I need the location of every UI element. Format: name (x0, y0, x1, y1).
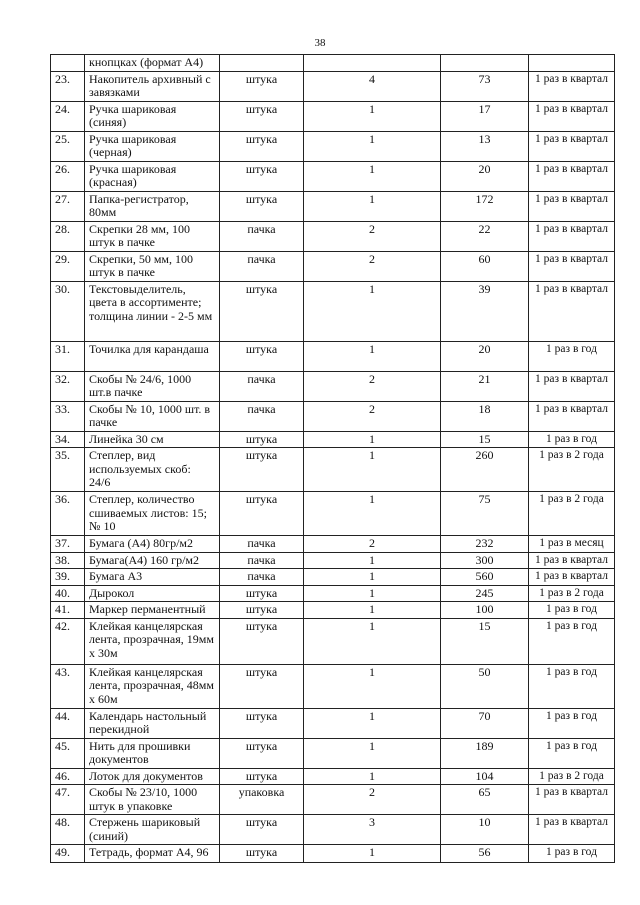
cell-frequency: 1 раз в квартал (529, 251, 615, 281)
cell-frequency: 1 раз в квартал (529, 552, 615, 569)
cell-frequency: 1 раз в квартал (529, 815, 615, 845)
table-row (51, 371, 615, 401)
cell-name: Ручка шариковая (красная) (85, 161, 220, 191)
cell-name: Скобы № 24/6, 1000 шт.в пачке (85, 371, 220, 401)
cell-unit: штука (220, 281, 304, 341)
cell-name: Накопитель архивный с завязками (85, 71, 220, 101)
cell-frequency: 1 раз в квартал (529, 785, 615, 815)
cell-name: Скобы № 23/10, 1000 штук в упаковке (85, 785, 220, 815)
cell-price (441, 55, 529, 72)
cell-price: 22 (441, 221, 529, 251)
cell-unit: пачка (220, 536, 304, 553)
cell-name: Маркер перманентный (85, 602, 220, 619)
cell-frequency: 1 раз в год (529, 708, 615, 738)
cell-number: 38. (51, 552, 85, 569)
table-row (51, 845, 615, 863)
cell-quantity: 1 (304, 492, 441, 536)
cell-number: 37. (51, 536, 85, 553)
table-row (51, 708, 615, 738)
cell-quantity: 1 (304, 281, 441, 341)
cell-quantity: 1 (304, 602, 441, 619)
cell-quantity: 1 (304, 768, 441, 785)
table-row (51, 664, 615, 708)
table-row (51, 431, 615, 448)
cell-unit: штука (220, 101, 304, 131)
cell-quantity: 1 (304, 191, 441, 221)
cell-quantity: 4 (304, 71, 441, 101)
cell-price: 189 (441, 738, 529, 768)
cell-price: 10 (441, 815, 529, 845)
table-row (51, 768, 615, 785)
cell-frequency: 1 раз в 2 года (529, 585, 615, 602)
cell-price: 21 (441, 371, 529, 401)
cell-number: 42. (51, 618, 85, 664)
cell-frequency (529, 55, 615, 72)
table-row (51, 448, 615, 492)
cell-unit: штука (220, 431, 304, 448)
cell-frequency: 1 раз в год (529, 618, 615, 664)
table-row (51, 738, 615, 768)
cell-price: 172 (441, 191, 529, 221)
cell-quantity (304, 55, 441, 72)
cell-price: 232 (441, 536, 529, 553)
cell-frequency: 1 раз в год (529, 664, 615, 708)
cell-quantity: 2 (304, 221, 441, 251)
cell-name: Лоток для документов (85, 768, 220, 785)
cell-price: 73 (441, 71, 529, 101)
cell-number: 33. (51, 401, 85, 431)
cell-unit: штука (220, 708, 304, 738)
cell-unit: штука (220, 131, 304, 161)
cell-frequency: 1 раз в квартал (529, 101, 615, 131)
cell-name: Тетрадь, формат А4, 96 (85, 845, 220, 863)
table-row (51, 191, 615, 221)
cell-price: 60 (441, 251, 529, 281)
cell-number: 30. (51, 281, 85, 341)
cell-number: 40. (51, 585, 85, 602)
cell-unit: штука (220, 492, 304, 536)
cell-number: 39. (51, 569, 85, 586)
table-row (51, 71, 615, 101)
cell-price: 20 (441, 341, 529, 371)
table-row (51, 341, 615, 371)
cell-number: 24. (51, 101, 85, 131)
table-row (51, 602, 615, 619)
cell-quantity: 2 (304, 251, 441, 281)
cell-frequency: 1 раз в 2 года (529, 768, 615, 785)
cell-unit: пачка (220, 401, 304, 431)
cell-quantity: 1 (304, 585, 441, 602)
cell-quantity: 2 (304, 371, 441, 401)
cell-unit: штука (220, 71, 304, 101)
cell-quantity: 1 (304, 552, 441, 569)
cell-number (51, 55, 85, 72)
table-body (51, 55, 615, 863)
cell-name: Точилка для карандаша (85, 341, 220, 371)
cell-unit (220, 55, 304, 72)
cell-number: 35. (51, 448, 85, 492)
cell-name: Календарь настольный перекидной (85, 708, 220, 738)
cell-quantity: 1 (304, 738, 441, 768)
cell-price: 18 (441, 401, 529, 431)
cell-unit: штука (220, 845, 304, 863)
cell-unit: пачка (220, 569, 304, 586)
cell-frequency: 1 раз в квартал (529, 281, 615, 341)
cell-quantity: 2 (304, 785, 441, 815)
table-row (51, 585, 615, 602)
table-row (51, 618, 615, 664)
cell-name: Клейкая канцелярская лента, прозрачная, 48мм х 60м (85, 664, 220, 708)
cell-unit: штука (220, 161, 304, 191)
cell-price: 13 (441, 131, 529, 161)
cell-frequency: 1 раз в квартал (529, 131, 615, 161)
table-row (51, 569, 615, 586)
table-row (51, 221, 615, 251)
table-row (51, 552, 615, 569)
cell-unit: штука (220, 815, 304, 845)
cell-quantity: 1 (304, 569, 441, 586)
cell-unit: штука (220, 738, 304, 768)
cell-number: 47. (51, 785, 85, 815)
cell-number: 31. (51, 341, 85, 371)
cell-quantity: 2 (304, 536, 441, 553)
cell-price: 50 (441, 664, 529, 708)
cell-unit: штука (220, 585, 304, 602)
cell-frequency: 1 раз в год (529, 341, 615, 371)
cell-quantity: 1 (304, 341, 441, 371)
cell-unit: штука (220, 602, 304, 619)
cell-quantity: 1 (304, 431, 441, 448)
cell-price: 300 (441, 552, 529, 569)
cell-frequency: 1 раз в 2 года (529, 492, 615, 536)
cell-frequency: 1 раз в год (529, 738, 615, 768)
cell-quantity: 1 (304, 708, 441, 738)
cell-unit: пачка (220, 251, 304, 281)
cell-frequency: 1 раз в квартал (529, 161, 615, 191)
cell-name: Бумага (А4) 80гр/м2 (85, 536, 220, 553)
cell-frequency: 1 раз в месяц (529, 536, 615, 553)
cell-price: 70 (441, 708, 529, 738)
cell-frequency: 1 раз в квартал (529, 191, 615, 221)
cell-frequency: 1 раз в квартал (529, 371, 615, 401)
cell-unit: штука (220, 768, 304, 785)
cell-quantity: 1 (304, 131, 441, 161)
cell-price: 75 (441, 492, 529, 536)
cell-name: Скрепки 28 мм, 100 штук в пачке (85, 221, 220, 251)
cell-frequency: 1 раз в год (529, 431, 615, 448)
cell-number: 28. (51, 221, 85, 251)
cell-name: Ручка шариковая (синяя) (85, 101, 220, 131)
cell-name: Папка-регистратор, 80мм (85, 191, 220, 221)
cell-number: 32. (51, 371, 85, 401)
cell-price: 560 (441, 569, 529, 586)
cell-price: 20 (441, 161, 529, 191)
table-row (51, 281, 615, 341)
table-row (51, 251, 615, 281)
cell-quantity: 1 (304, 161, 441, 191)
cell-frequency: 1 раз в квартал (529, 401, 615, 431)
cell-number: 36. (51, 492, 85, 536)
cell-frequency: 1 раз в квартал (529, 569, 615, 586)
cell-frequency: 1 раз в 2 года (529, 448, 615, 492)
cell-frequency: 1 раз в год (529, 602, 615, 619)
cell-unit: штука (220, 341, 304, 371)
cell-quantity: 1 (304, 448, 441, 492)
cell-price: 104 (441, 768, 529, 785)
cell-name: Текстовыделитель, цвета в ассортименте; толщина линии - 2-5 мм (85, 281, 220, 341)
cell-name: Степлер, количество сшиваемых листов: 15; № 10 (85, 492, 220, 536)
cell-name: Стержень шариковый (синий) (85, 815, 220, 845)
cell-name: Степлер, вид используемых скоб: 24/6 (85, 448, 220, 492)
table-row (51, 101, 615, 131)
cell-unit: упаковка (220, 785, 304, 815)
cell-price: 15 (441, 431, 529, 448)
cell-unit: пачка (220, 371, 304, 401)
cell-unit: штука (220, 448, 304, 492)
cell-name: Ручка шариковая (черная) (85, 131, 220, 161)
table-row (51, 492, 615, 536)
cell-frequency: 1 раз в квартал (529, 221, 615, 251)
cell-quantity: 1 (304, 845, 441, 863)
cell-frequency: 1 раз в квартал (529, 71, 615, 101)
cell-name: Клейкая канцелярская лента, прозрачная, 19мм х 30м (85, 618, 220, 664)
cell-unit: пачка (220, 221, 304, 251)
cell-name: Скрепки, 50 мм, 100 штук в пачке (85, 251, 220, 281)
cell-unit: пачка (220, 552, 304, 569)
cell-price: 100 (441, 602, 529, 619)
continuation-row (51, 55, 615, 72)
cell-quantity: 1 (304, 618, 441, 664)
cell-name: Бумага(А4) 160 гр/м2 (85, 552, 220, 569)
cell-quantity: 1 (304, 664, 441, 708)
cell-number: 23. (51, 71, 85, 101)
cell-name: Дырокол (85, 585, 220, 602)
table-row (51, 815, 615, 845)
cell-number: 26. (51, 161, 85, 191)
cell-name: Линейка 30 см (85, 431, 220, 448)
cell-number: 45. (51, 738, 85, 768)
table-row (51, 785, 615, 815)
cell-unit: штука (220, 618, 304, 664)
cell-number: 49. (51, 845, 85, 863)
cell-unit: штука (220, 664, 304, 708)
cell-price: 260 (441, 448, 529, 492)
cell-number: 46. (51, 768, 85, 785)
cell-frequency: 1 раз в год (529, 845, 615, 863)
cell-name: Бумага А3 (85, 569, 220, 586)
cell-price: 15 (441, 618, 529, 664)
cell-name: кнопцках (формат А4) (85, 55, 220, 72)
cell-number: 44. (51, 708, 85, 738)
cell-number: 25. (51, 131, 85, 161)
table-row (51, 401, 615, 431)
table-row (51, 131, 615, 161)
cell-price: 17 (441, 101, 529, 131)
cell-number: 34. (51, 431, 85, 448)
cell-price: 39 (441, 281, 529, 341)
cell-number: 27. (51, 191, 85, 221)
cell-quantity: 1 (304, 101, 441, 131)
table-row (51, 536, 615, 553)
supplies-table (50, 54, 615, 863)
cell-number: 48. (51, 815, 85, 845)
cell-quantity: 3 (304, 815, 441, 845)
cell-number: 43. (51, 664, 85, 708)
page-number: 38 (314, 37, 326, 49)
cell-price: 245 (441, 585, 529, 602)
cell-name: Нить для прошивки документов (85, 738, 220, 768)
cell-name: Скобы № 10, 1000 шт. в пачке (85, 401, 220, 431)
cell-number: 41. (51, 602, 85, 619)
cell-price: 65 (441, 785, 529, 815)
cell-number: 29. (51, 251, 85, 281)
cell-unit: штука (220, 191, 304, 221)
cell-price: 56 (441, 845, 529, 863)
cell-quantity: 2 (304, 401, 441, 431)
table-row (51, 161, 615, 191)
